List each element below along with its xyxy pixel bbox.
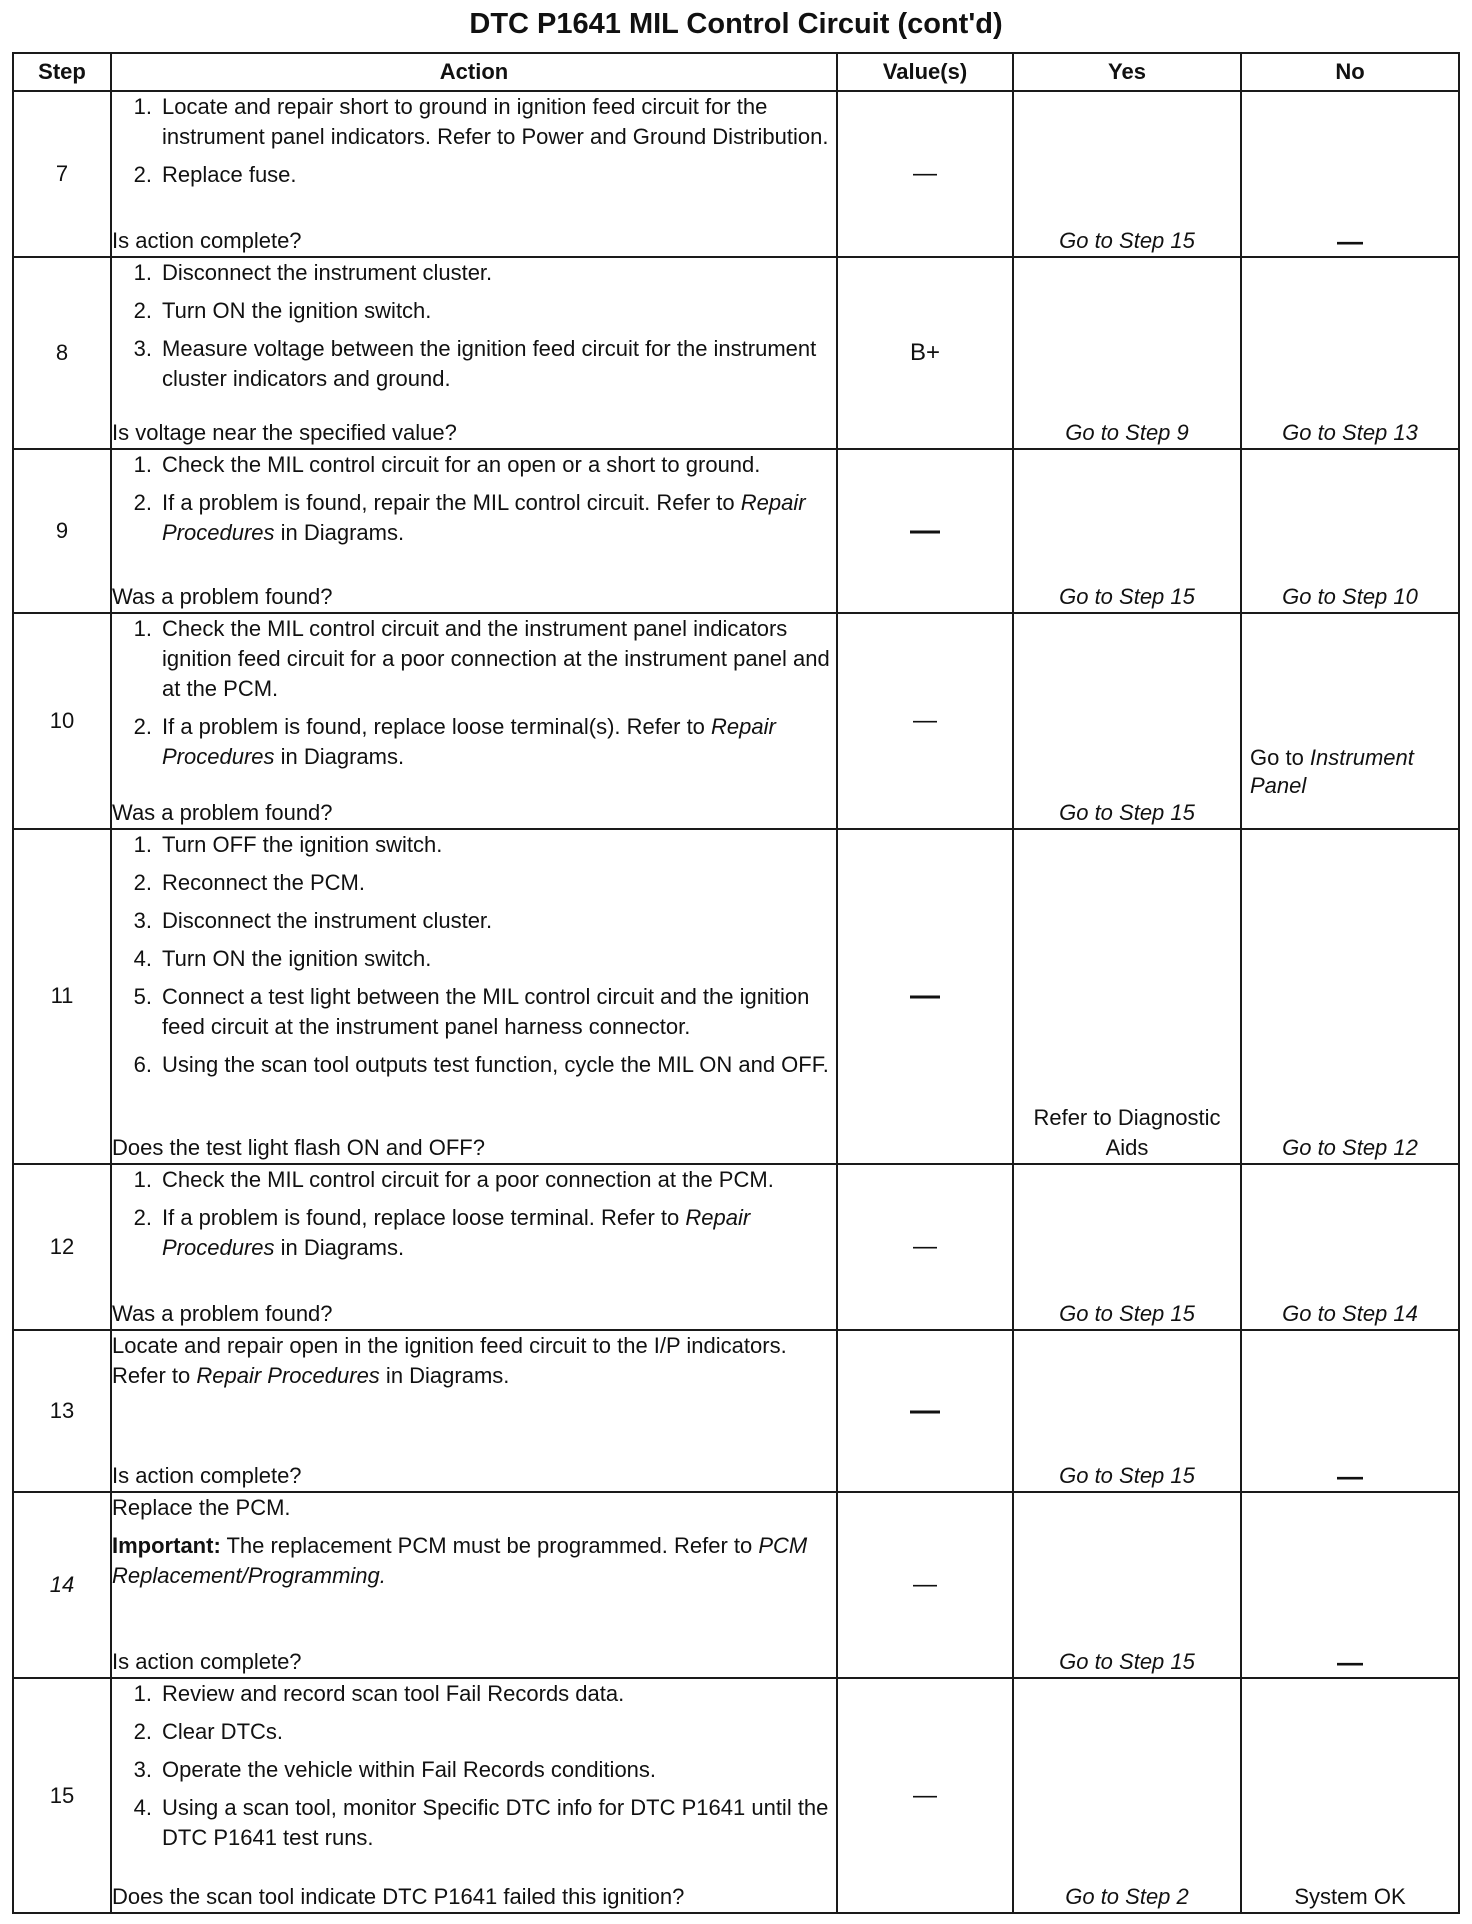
- value-cell: B+: [837, 257, 1013, 448]
- diagnostic-table: [12, 52, 1460, 1914]
- action-item: 1. Check the MIL control circuit for a poor connection at the PCM.: [133, 1166, 774, 1192]
- value-cell: —: [837, 829, 1013, 1164]
- yes-cell: Go to Step 15: [1013, 613, 1241, 829]
- table-row: [13, 613, 1459, 829]
- header-values: Value(s): [837, 53, 1013, 91]
- no-cell: Go to Step 14: [1241, 1164, 1459, 1330]
- header-no: No: [1241, 53, 1459, 91]
- action-paragraph: Replace the PCM.: [112, 1494, 291, 1520]
- table-row: [13, 1492, 1459, 1679]
- yes-cell: Go to Step 15: [1013, 449, 1241, 613]
- action-item: 2. Clear DTCs.: [133, 1719, 284, 1745]
- action-item: 4. Turn ON the ignition switch.: [133, 945, 432, 971]
- yes-cell: Go to Step 9: [1013, 257, 1241, 448]
- action-item: 2. If a problem is found, repair the MIL control circuit. Refer to Repair Procedures in Diagrams.: [133, 489, 806, 545]
- action-item: 2. Replace fuse.: [133, 162, 297, 187]
- no-cell: Go to Step 12: [1241, 829, 1459, 1164]
- action-item: 2. If a problem is found, replace loose terminal(s). Refer to Repair Procedures in Diagrams.: [133, 713, 776, 769]
- action-question: Is voltage near the specified value?: [112, 419, 457, 445]
- action-item: 3. Operate the vehicle within Fail Records conditions.: [133, 1757, 657, 1783]
- action-item: 2. Turn ON the ignition switch.: [133, 298, 432, 324]
- header-row: [13, 53, 1459, 91]
- action-cell: [111, 257, 837, 448]
- no-cell: Go to Step 10: [1241, 449, 1459, 613]
- value-cell: —: [837, 449, 1013, 613]
- step-number: 11: [13, 829, 111, 1164]
- action-item: 6. Using the scan tool outputs test function, cycle the MIL ON and OFF.: [133, 1051, 829, 1077]
- no-cell: Go to Step 13: [1241, 257, 1459, 448]
- header-yes: Yes: [1013, 53, 1241, 91]
- action-question: Is action complete?: [112, 1462, 302, 1488]
- yes-cell: Go to Step 15: [1013, 1164, 1241, 1330]
- no-cell: System OK: [1241, 1678, 1459, 1913]
- table-row: [13, 1164, 1459, 1330]
- no-cell: —: [1241, 1492, 1459, 1679]
- yes-cell: Go to Step 15: [1013, 1492, 1241, 1679]
- value-cell: —: [837, 1678, 1013, 1913]
- action-cell: [111, 613, 837, 829]
- step-number: 13: [13, 1330, 111, 1492]
- step-number: 10: [13, 613, 111, 829]
- action-item: 2. If a problem is found, replace loose terminal. Refer to Repair Procedures in Diagrams.: [133, 1204, 751, 1260]
- action-question: Does the test light flash ON and OFF?: [112, 1134, 485, 1160]
- yes-cell: Go to Step 15: [1013, 91, 1241, 257]
- action-cell: [111, 449, 837, 613]
- value-cell: —: [837, 1492, 1013, 1679]
- table-row: [13, 1330, 1459, 1492]
- header-action: Action: [111, 53, 837, 91]
- action-item: 1. Disconnect the instrument cluster.: [133, 260, 493, 286]
- step-number: 9: [13, 449, 111, 613]
- step-number: 15: [13, 1678, 111, 1913]
- action-cell: [111, 1678, 837, 1913]
- action-question: Was a problem found?: [112, 583, 333, 609]
- action-item: 1. Check the MIL control circuit for an open or a short to ground.: [133, 451, 761, 477]
- no-cell: —: [1241, 1330, 1459, 1492]
- step-number: 8: [13, 257, 111, 448]
- step-number: 12: [13, 1164, 111, 1330]
- table-row: [13, 449, 1459, 613]
- action-item: 3. Disconnect the instrument cluster.: [133, 907, 493, 933]
- value-cell: —: [837, 91, 1013, 257]
- table-row: [13, 829, 1459, 1164]
- action-item: 5. Connect a test light between the MIL control circuit and the ignition feed circuit at the instrument panel harness connector.: [133, 983, 810, 1039]
- action-question: Does the scan tool indicate DTC P1641 failed this ignition?: [112, 1884, 685, 1909]
- important-note: Important: The replacement PCM must be programmed. Refer to PCM Replacement/Programming.: [112, 1532, 808, 1588]
- no-cell: —: [1241, 91, 1459, 257]
- action-cell: [111, 1164, 837, 1330]
- table-row: [13, 91, 1459, 257]
- action-paragraph: Locate and repair open in the ignition feed circuit to the I/P indicators. Refer to Repair Procedures in Diagrams.: [112, 1332, 787, 1388]
- action-item: 4. Using a scan tool, monitor Specific DTC info for DTC P1641 until the DTC P1641 test runs.: [133, 1795, 829, 1851]
- value-cell: —: [837, 1330, 1013, 1492]
- table-row: [13, 1678, 1459, 1913]
- action-question: Is action complete?: [112, 1649, 302, 1675]
- yes-cell: Go to Step 2: [1013, 1678, 1241, 1913]
- action-question: Was a problem found?: [112, 799, 333, 825]
- page-title: DTC P1641 MIL Control Circuit (cont'd): [469, 8, 1003, 40]
- yes-cell: Refer to Diagnostic Aids: [1013, 829, 1241, 1164]
- action-item: 1. Review and record scan tool Fail Records data.: [133, 1681, 625, 1707]
- action-question: Was a problem found?: [112, 1300, 333, 1326]
- action-cell: [111, 91, 837, 257]
- action-item: 1. Locate and repair short to ground in ignition feed circuit for the instrument panel indicators. Refer to Power and Ground Distribution.: [133, 94, 829, 149]
- value-cell: —: [837, 613, 1013, 829]
- no-cell: Go to Instrument Panel: [1241, 613, 1459, 829]
- action-cell: [111, 1492, 837, 1679]
- step-number: 7: [13, 91, 111, 257]
- action-item: 1. Turn OFF the ignition switch.: [133, 831, 443, 857]
- value-cell: —: [837, 1164, 1013, 1330]
- header-step: Step: [13, 53, 111, 91]
- table-row: [13, 257, 1459, 448]
- action-item: 1. Check the MIL control circuit and the instrument panel indicators ignition feed circuit for a poor connection at the instrument panel and at the PCM.: [133, 615, 830, 701]
- yes-cell: Go to Step 15: [1013, 1330, 1241, 1492]
- action-cell: [111, 1330, 837, 1492]
- action-question: Is action complete?: [112, 228, 302, 254]
- step-number: 14: [13, 1492, 111, 1679]
- action-item: 3. Measure voltage between the ignition feed circuit for the instrument cluster indicators and ground.: [133, 336, 817, 392]
- action-cell: [111, 829, 837, 1164]
- action-item: 2. Reconnect the PCM.: [133, 869, 365, 895]
